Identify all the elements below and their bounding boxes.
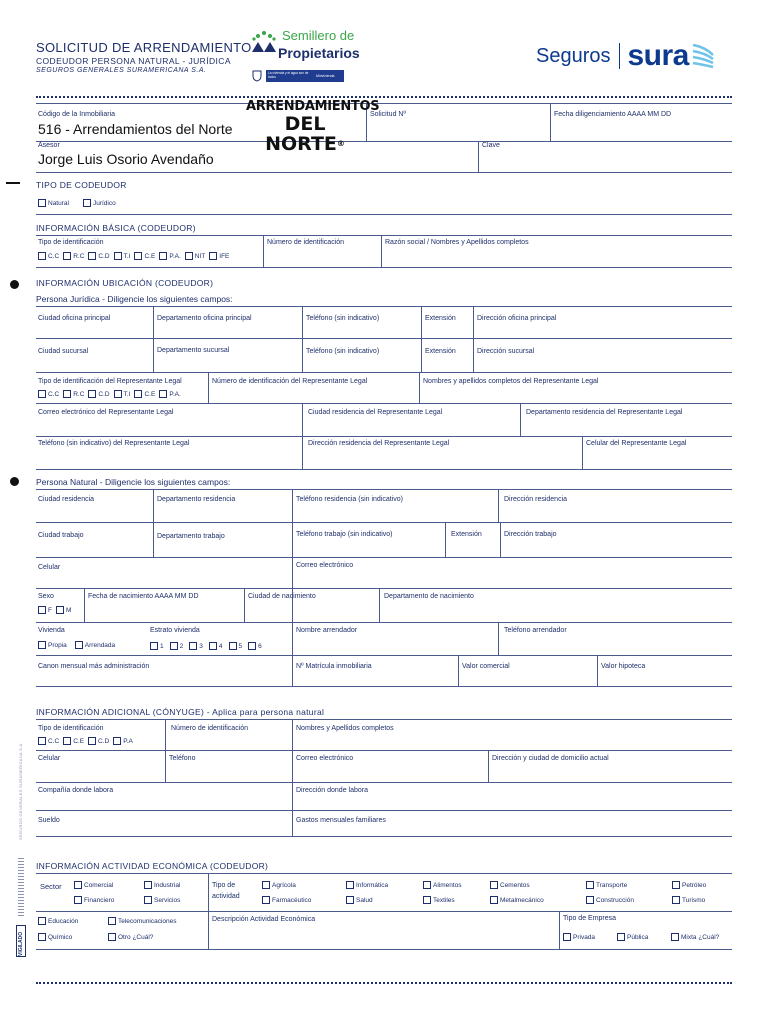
celular-label: Celular xyxy=(38,564,61,571)
extension-oficina-label: Extensión xyxy=(425,315,456,322)
conyuge-correo-label: Correo electrónico xyxy=(296,755,354,762)
checkbox[interactable] xyxy=(490,881,498,889)
margin-dash xyxy=(6,182,20,184)
option-label: Jurídico xyxy=(92,199,116,207)
checkbox[interactable] xyxy=(38,199,46,207)
checkbox[interactable] xyxy=(134,252,142,260)
option-label: Petróleo xyxy=(682,881,707,889)
form-subtitle: CODEUDOR PERSONA NATURAL - JURÍDICA xyxy=(36,56,231,66)
option-ce[interactable] xyxy=(134,252,155,260)
checkbox[interactable] xyxy=(490,896,498,904)
celular-rep-label: Celular del Representante Legal xyxy=(586,440,687,447)
checkbox[interactable] xyxy=(185,252,193,260)
ciudad-trabajo-label: Ciudad trabajo xyxy=(38,532,84,539)
departamento-nacimiento-label: Departamento de nacimiento xyxy=(384,593,474,600)
checkbox[interactable] xyxy=(74,881,82,889)
checkbox[interactable] xyxy=(38,933,46,941)
direccion-sucursal-label: Dirección sucursal xyxy=(477,348,535,355)
clave-label: Clave xyxy=(482,142,500,149)
option-label: 4 xyxy=(218,642,223,650)
telefono-arrendador-label: Teléfono arrendador xyxy=(504,627,567,634)
option-label: R.C xyxy=(73,252,85,260)
checkbox[interactable] xyxy=(88,390,96,398)
checkbox[interactable] xyxy=(262,881,270,889)
actividades-row2 xyxy=(262,896,709,904)
vertical-company-text: SEGUROS GENERALES SURAMERICANA S.A. xyxy=(18,742,23,840)
actividades-row4 xyxy=(38,933,157,941)
option-label: Químico xyxy=(48,933,73,941)
option-label: P.A. xyxy=(169,252,181,260)
logo-line2-wrap xyxy=(246,114,364,154)
option-label: Transporte xyxy=(596,881,628,889)
bottom-dotted-separator xyxy=(36,982,732,984)
option-pa[interactable] xyxy=(159,252,180,260)
tipo-empresa-label: Tipo de Empresa xyxy=(563,915,617,922)
checkbox[interactable] xyxy=(671,933,679,941)
conyuge-tipo-id-options xyxy=(38,737,137,745)
option-salud[interactable] xyxy=(346,896,419,904)
option-petroleo[interactable] xyxy=(672,881,706,889)
option-label: T.I xyxy=(123,252,131,260)
extension-trabajo-label: Extensión xyxy=(451,531,482,538)
matricula-label: Nº Matrícula inmobiliaria xyxy=(296,663,372,670)
option-publica[interactable] xyxy=(617,933,667,941)
option-label: C.D xyxy=(98,737,110,745)
checkbox[interactable] xyxy=(38,917,46,925)
option-label: 2 xyxy=(179,642,184,650)
checkbox[interactable] xyxy=(63,252,71,260)
tipo-codeudor-title: TIPO DE CODEUDOR xyxy=(36,180,127,190)
semillero-line1: Semillero de xyxy=(282,28,355,43)
ciudad-sucursal-label: Ciudad sucursal xyxy=(38,348,89,355)
sector-options-row1 xyxy=(74,881,184,889)
tipo-id-rep-label: Tipo de identificación del Representante Legal xyxy=(38,378,182,385)
option-label: Pública xyxy=(627,933,649,941)
option-propia[interactable] xyxy=(38,641,67,649)
sura-logo xyxy=(536,38,717,74)
option-label: Arrendada xyxy=(84,641,116,649)
nombres-rep-label: Nombres y apellidos completos del Representante Legal xyxy=(423,378,599,385)
option-pa[interactable] xyxy=(159,390,180,398)
checkbox[interactable] xyxy=(423,881,431,889)
option-estrato-2[interactable] xyxy=(170,642,184,650)
departamento-rep-label: Departamento residencia del Representante Legal xyxy=(526,409,683,416)
option-label: Industrial xyxy=(154,881,181,889)
option-label: Telecomunicaciones xyxy=(118,917,177,925)
correo-label: Correo electrónico xyxy=(296,562,354,569)
vertical-company-text-wrap xyxy=(18,730,26,850)
option-label: C.C xyxy=(48,252,60,260)
option-estrato-6[interactable] xyxy=(248,642,262,650)
option-label: Alimentos xyxy=(433,881,462,889)
option-comercial[interactable] xyxy=(74,881,140,889)
tipo-actividad-label-1: Tipo de xyxy=(212,882,236,889)
option-mixta[interactable] xyxy=(671,933,719,941)
option-label: C.E xyxy=(73,737,85,745)
info-basica-title: INFORMACIÓN BÁSICA (CODEUDOR) xyxy=(36,223,196,233)
option-cd[interactable] xyxy=(88,737,109,745)
checkbox[interactable] xyxy=(144,881,152,889)
codigo-label: Código de la Inmobiliaria xyxy=(38,111,116,118)
ciudad-rep-label: Ciudad residencia del Representante Legal xyxy=(308,409,443,416)
option-cd[interactable] xyxy=(88,390,109,398)
checkbox[interactable] xyxy=(262,896,270,904)
option-label: Cementos xyxy=(500,881,530,889)
option-label: C.E xyxy=(144,252,156,260)
sexo-label: Sexo xyxy=(38,593,54,600)
option-label: C.D xyxy=(98,252,110,260)
option-label: Educación xyxy=(48,917,79,925)
option-arrendada[interactable] xyxy=(75,641,115,649)
ciudad-oficina-label: Ciudad oficina principal xyxy=(38,315,111,322)
tipo-id-rep-options xyxy=(38,390,185,398)
option-m[interactable] xyxy=(56,606,71,614)
vertical-fineprint xyxy=(18,856,24,916)
checkbox[interactable] xyxy=(150,642,158,650)
checkbox[interactable] xyxy=(56,606,64,614)
valor-comercial-label: Valor comercial xyxy=(462,663,510,670)
checkbox[interactable] xyxy=(38,390,46,398)
telefono-residencia-label: Teléfono residencia (sin indicativo) xyxy=(296,496,403,503)
option-label: R.C xyxy=(73,390,85,398)
checkbox[interactable] xyxy=(586,896,594,904)
option-privada[interactable] xyxy=(563,933,613,941)
option-label: Comercial xyxy=(84,881,114,889)
checkbox[interactable] xyxy=(63,390,71,398)
checkbox[interactable] xyxy=(586,881,594,889)
conyuge-numero-id-label: Número de identificación xyxy=(171,725,249,732)
sector-options-row2 xyxy=(74,896,184,904)
margin-bullet xyxy=(10,280,19,289)
option-label: C.C xyxy=(48,737,60,745)
conyuge-tipo-id-label: Tipo de identificación xyxy=(38,725,104,732)
ciudad-nacimiento-label: Ciudad de nacimiento xyxy=(248,593,316,600)
brand-sura: sura xyxy=(627,39,689,72)
semillero-logo xyxy=(248,28,358,88)
checkbox[interactable] xyxy=(38,737,46,745)
direccion-oficina-label: Dirección oficina principal xyxy=(477,315,557,322)
checkbox[interactable] xyxy=(423,896,431,904)
option-label: Turismo xyxy=(682,896,706,904)
option-label: Natural xyxy=(48,199,69,207)
option-alimentos[interactable] xyxy=(423,881,486,889)
form-title-block xyxy=(36,40,252,74)
vivienda-options xyxy=(38,641,119,649)
option-label: Propia xyxy=(48,641,67,649)
semillero-line2: Propietarios xyxy=(278,45,360,61)
option-label: Farmacéutico xyxy=(272,896,312,904)
option-industrial[interactable] xyxy=(144,881,180,889)
fecha-nacimiento-label: Fecha de nacimiento AAAA MM DD xyxy=(88,593,199,600)
option-label: P.A xyxy=(123,737,133,745)
direccion-rep-label: Dirección residencia del Representante Legal xyxy=(308,440,450,447)
correo-rep-label: Correo electrónico del Representante Legal xyxy=(38,409,174,416)
telefono-trabajo-label: Teléfono trabajo (sin indicativo) xyxy=(296,531,393,538)
gov-ministry: Minvivienda xyxy=(316,74,335,78)
checkbox[interactable] xyxy=(144,896,152,904)
option-cd[interactable] xyxy=(88,252,109,260)
departamento-sucursal-label: Departamento sucursal xyxy=(157,347,230,354)
checkbox[interactable] xyxy=(346,896,354,904)
option-otro[interactable] xyxy=(108,933,153,941)
checkbox[interactable] xyxy=(75,641,83,649)
checkbox[interactable] xyxy=(209,642,217,650)
telefono-oficina-label: Teléfono (sin indicativo) xyxy=(306,315,380,322)
option-ti[interactable] xyxy=(114,252,131,260)
option-nit[interactable] xyxy=(185,252,205,260)
option-label: Mixta ¿Cuál? xyxy=(681,933,720,941)
option-label: Servicios xyxy=(154,896,181,904)
option-label: 3 xyxy=(199,642,203,650)
option-label: 5 xyxy=(238,642,243,650)
sector-label: Sector xyxy=(40,882,62,891)
valor-hipoteca-label: Valor hipoteca xyxy=(601,663,646,670)
conyuge-celular-label: Celular xyxy=(38,755,61,762)
checkbox[interactable] xyxy=(74,896,82,904)
logo-registered: ® xyxy=(336,139,345,148)
option-label: C.E xyxy=(144,390,156,398)
conyuge-direccion-label: Dirección y ciudad de domicilio actual xyxy=(492,755,609,762)
option-cc[interactable] xyxy=(38,252,59,260)
departamento-trabajo-label: Departamento trabajo xyxy=(157,533,225,540)
asesor-value[interactable]: Jorge Luis Osorio Avendaño xyxy=(38,151,214,167)
checkbox[interactable] xyxy=(563,933,571,941)
option-telecomunicaciones[interactable] xyxy=(108,917,177,925)
telefono-rep-label: Teléfono (sin indicativo) del Representante Legal xyxy=(38,440,190,447)
checkbox[interactable] xyxy=(83,199,91,207)
option-cc[interactable] xyxy=(38,390,59,398)
checkbox[interactable] xyxy=(38,641,46,649)
checkbox[interactable] xyxy=(672,881,680,889)
checkbox[interactable] xyxy=(108,933,116,941)
gov-banner xyxy=(266,70,344,82)
option-label: C.C xyxy=(48,390,60,398)
option-label: IFE xyxy=(219,252,230,260)
checkbox[interactable] xyxy=(114,252,122,260)
vigilado-text: VIGILADO xyxy=(18,931,24,956)
option-educacion[interactable] xyxy=(38,917,104,925)
logo-line2: DEL NORTE xyxy=(265,113,337,155)
checkbox[interactable] xyxy=(248,642,256,650)
option-estrato-4[interactable] xyxy=(209,642,223,650)
tipo-id-options xyxy=(38,252,233,260)
checkbox[interactable] xyxy=(88,737,96,745)
option-label: Informática xyxy=(356,881,389,889)
estrato-label: Estrato vivienda xyxy=(150,627,200,634)
solicitud-label: Solicitud Nº xyxy=(370,111,407,118)
telefono-sucursal-label: Teléfono (sin indicativo) xyxy=(306,348,380,355)
option-f[interactable] xyxy=(38,606,52,614)
option-juridico[interactable] xyxy=(83,199,116,207)
sura-swoosh-icon xyxy=(691,41,717,71)
actividades-row3 xyxy=(38,917,181,925)
option-turismo[interactable] xyxy=(672,896,705,904)
option-farmaceutico[interactable] xyxy=(262,896,342,904)
form-title: SOLICITUD DE ARRENDAMIENTO xyxy=(36,40,252,55)
option-label: Otro ¿Cuál? xyxy=(118,933,154,941)
option-label: M xyxy=(65,606,72,614)
juridica-title: Persona Jurídica - Diligencie los siguientes campos: xyxy=(36,294,233,304)
nombre-arrendador-label: Nombre arrendador xyxy=(296,627,358,634)
option-label: Agrícola xyxy=(272,881,296,889)
option-label: T.I xyxy=(123,390,131,398)
tipo-codeudor-options xyxy=(38,199,120,207)
company-name: SEGUROS GENERALES SURAMERICANA S.A. xyxy=(36,67,207,74)
option-estrato-3[interactable] xyxy=(189,642,203,650)
codigo-value[interactable]: 516 - Arrendamientos del Norte xyxy=(38,121,233,137)
option-ce[interactable] xyxy=(134,390,155,398)
checkbox[interactable] xyxy=(346,881,354,889)
option-label: NIT xyxy=(194,252,206,260)
option-label: C.D xyxy=(98,390,110,398)
logo-line1: ARRENDAMIENTOS xyxy=(246,99,380,114)
direccion-residencia-label: Dirección residencia xyxy=(504,496,568,503)
option-estrato-5[interactable] xyxy=(229,642,243,650)
descripcion-actividad-label: Descripción Actividad Económica xyxy=(212,916,316,923)
checkbox[interactable] xyxy=(159,390,167,398)
tipo-actividad-label-2: actividad xyxy=(212,893,240,900)
actividades-row1 xyxy=(262,881,710,889)
actividad-title: INFORMACIÓN ACTIVIDAD ECONÓMICA (CODEUDOR) xyxy=(36,861,269,871)
numero-id-rep-label: Número de identificación del Representante Legal xyxy=(212,378,368,385)
info-ubicacion-title: INFORMACIÓN UBICACIÓN (CODEUDOR) xyxy=(36,278,214,288)
option-label: 1 xyxy=(160,642,164,650)
option-label: Metalmecánico xyxy=(500,896,544,904)
option-label: P.A. xyxy=(169,390,181,398)
checkbox[interactable] xyxy=(108,917,116,925)
gastos-label: Gastos mensuales familiares xyxy=(296,817,386,824)
tipo-empresa-options xyxy=(563,933,723,941)
colombia-shield-icon xyxy=(252,70,262,82)
option-label: 6 xyxy=(258,642,262,650)
checkbox[interactable] xyxy=(38,252,46,260)
checkbox[interactable] xyxy=(88,252,96,260)
estrato-options xyxy=(150,642,266,650)
option-agricola[interactable] xyxy=(262,881,342,889)
option-ti[interactable] xyxy=(114,390,131,398)
top-dotted-separator xyxy=(36,96,732,98)
option-natural[interactable] xyxy=(38,199,69,207)
brand-seguros: Seguros xyxy=(536,44,611,67)
option-servicios[interactable] xyxy=(144,896,180,904)
option-metalmecanico[interactable] xyxy=(490,896,582,904)
option-cementos[interactable] xyxy=(490,881,582,889)
option-cc[interactable] xyxy=(38,737,59,745)
option-rc[interactable] xyxy=(63,252,84,260)
checkbox[interactable] xyxy=(114,390,122,398)
option-transporte[interactable] xyxy=(586,881,668,889)
option-informatica[interactable] xyxy=(346,881,419,889)
option-financiero[interactable] xyxy=(74,896,140,904)
vigilado-box xyxy=(16,925,26,957)
option-label: Financiero xyxy=(84,896,115,904)
checkbox[interactable] xyxy=(38,606,46,614)
razon-social-label: Razón social / Nombres y Apellidos completos xyxy=(385,239,529,246)
arrendamientos-norte-logo xyxy=(246,99,380,155)
option-construccion[interactable] xyxy=(586,896,668,904)
conyuge-nombres-label: Nombres y Apellidos completos xyxy=(296,725,394,732)
info-adicional-title: INFORMACIÓN ADICIONAL (CÓNYUGE) - Aplica para persona natural xyxy=(36,707,325,717)
option-pa[interactable] xyxy=(113,737,133,745)
tipo-id-label: Tipo de identificación xyxy=(38,239,104,246)
option-label: Construcción xyxy=(596,896,634,904)
option-estrato-1[interactable] xyxy=(150,642,164,650)
departamento-oficina-label: Departamento oficina principal xyxy=(157,315,252,322)
direccion-labora-label: Dirección donde labora xyxy=(296,787,368,794)
direccion-trabajo-label: Dirección trabajo xyxy=(504,531,557,538)
option-quimico[interactable] xyxy=(38,933,104,941)
natural-title: Persona Natural - Diligencie los siguientes campos: xyxy=(36,477,231,487)
checkbox[interactable] xyxy=(229,642,237,650)
asesor-label: Asesor xyxy=(38,142,60,149)
conyuge-telefono-label: Teléfono xyxy=(169,755,196,762)
semillero-icon xyxy=(248,30,282,56)
checkbox[interactable] xyxy=(63,737,71,745)
logo-divider xyxy=(619,43,620,69)
gov-caption: La vivienda y el agua son de todos xyxy=(268,71,309,79)
margin-bullet xyxy=(10,477,19,486)
checkbox[interactable] xyxy=(209,252,217,260)
vivienda-label: Vivienda xyxy=(38,627,65,634)
option-label: Privada xyxy=(573,933,596,941)
extension-sucursal-label: Extensión xyxy=(425,348,456,355)
compania-label: Compañía donde labora xyxy=(38,787,114,794)
sueldo-label: Sueldo xyxy=(38,817,60,824)
fecha-label: Fecha diligenciamiento AAAA MM DD xyxy=(554,111,672,118)
option-label: F xyxy=(48,606,52,614)
checkbox[interactable] xyxy=(617,933,625,941)
option-ife[interactable] xyxy=(209,252,229,260)
sexo-options xyxy=(38,606,75,614)
checkbox[interactable] xyxy=(672,896,680,904)
checkbox[interactable] xyxy=(189,642,197,650)
option-ce[interactable] xyxy=(63,737,84,745)
checkbox[interactable] xyxy=(170,642,178,650)
checkbox[interactable] xyxy=(113,737,121,745)
option-label: Salud xyxy=(356,896,373,904)
checkbox[interactable] xyxy=(159,252,167,260)
canon-label: Canon mensual más administración xyxy=(38,663,150,670)
checkbox[interactable] xyxy=(134,390,142,398)
ciudad-residencia-label: Ciudad residencia xyxy=(38,496,95,503)
departamento-residencia-label: Departamento residencia xyxy=(157,496,236,503)
numero-id-label: Número de identificación xyxy=(267,239,345,246)
option-textiles[interactable] xyxy=(423,896,486,904)
option-rc[interactable] xyxy=(63,390,84,398)
option-label: Textiles xyxy=(433,896,455,904)
